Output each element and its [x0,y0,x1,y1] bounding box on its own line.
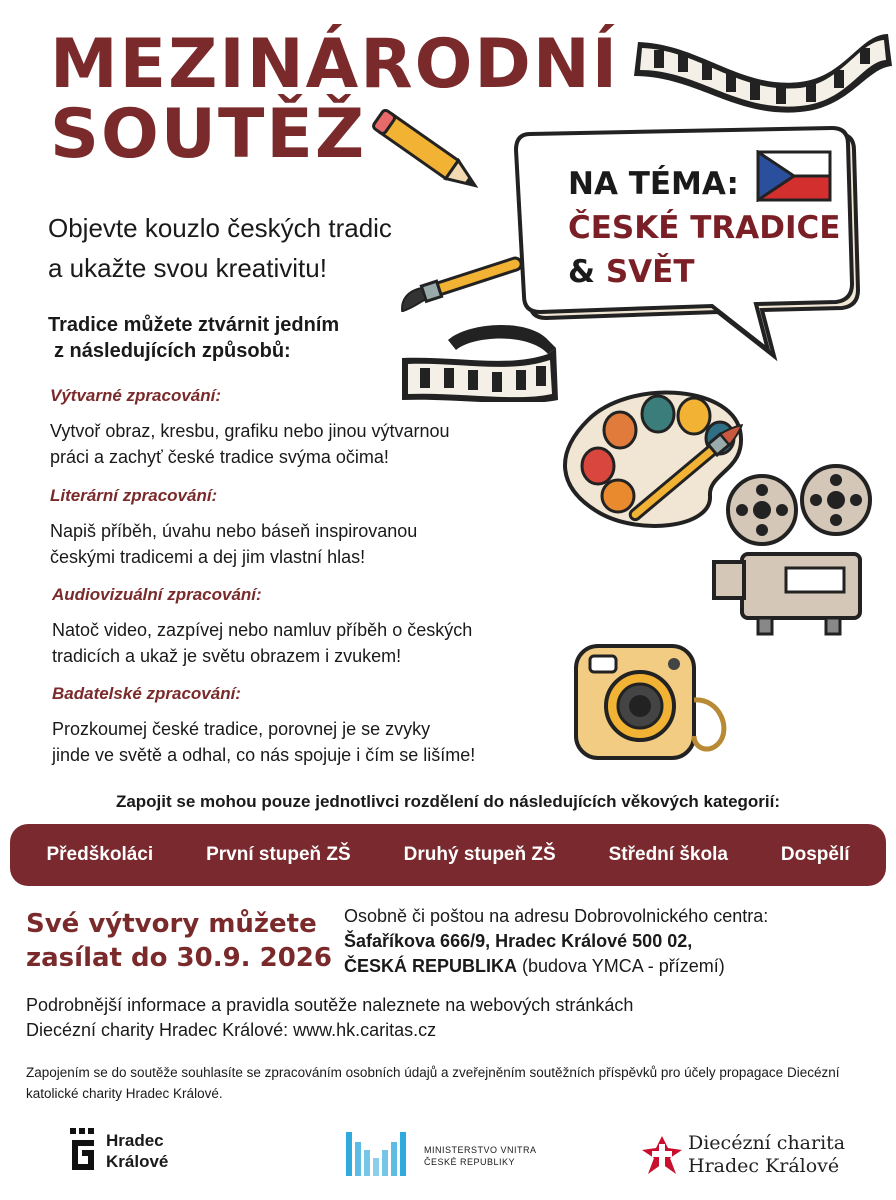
section-heading-literary: Literární zpracování: [50,486,218,505]
ministry-logo [344,1128,544,1180]
title-line-2: SOUTĚŽ [50,95,367,174]
section-text-visual [50,418,450,470]
theme-line-3: SVĚT [605,254,695,290]
deadline-line-2: zasílat do 30.9. 2026 [26,943,332,973]
category-primary-first: První stupeň ZŠ [206,844,351,865]
ministry-logo-line-2: ČESKÉ REPUBLIKY [424,1157,516,1167]
section-research-line-1: Prozkoumej české tradice, porovnej je se zvyky [52,719,431,739]
ways-heading-line-2: z následujících způsobů: [54,340,291,362]
theme-line-2: ČESKÉ TRADICE [568,210,841,246]
section-literary-line-2: českými tradicemi a dej jim vlastní hlas! [50,547,366,567]
address-building: (budova YMCA - přízemí) [517,956,725,976]
pencil-icon [366,106,496,206]
address-line-1: Osobně či poštou na adresu Dobrovolnického centra: [344,906,769,926]
ministry-emblem-icon [344,1128,414,1180]
section-visual-line-2: práci a zachyť české tradice svýma očima! [50,447,389,467]
address [344,904,768,979]
category-primary-second: Druhý stupeň ZŠ [403,844,556,865]
hradec-kralove-emblem-icon [68,1126,100,1176]
section-research-line-2: jinde ve světě a odhal, co nás spojuje i čím se lišíme! [52,745,476,765]
deadline [26,907,332,975]
hk-logo-line-2: Králové [106,1152,169,1171]
section-text-literary [50,518,417,570]
category-high-school: Střední škola [608,844,728,865]
paintbrush-icon [394,252,526,312]
section-heading-audiovisual: Audiovizuální zpracování: [52,585,262,604]
section-audiovisual-line-2: tradicích a ukaž je světu obrazem i zvukem! [52,646,402,666]
subtitle-line-1: Objevte kouzlo českých tradic [48,213,392,243]
film-reel-strip-icon [398,318,562,402]
theme-amp: & [568,254,606,290]
film-strip-icon [630,4,896,114]
charita-logo [640,1132,870,1182]
theme-label: NA TÉMA: [568,166,739,202]
categories-bar [10,824,886,886]
info-line-2: Diecézní charity Hradec Králové: www.hk.caritas.cz [26,1020,437,1040]
section-text-research [52,716,475,768]
categories-note: Zapojit se mohou pouze jednotlivci rozdělení do následujících věkových kategorií: [115,792,781,811]
section-heading-research: Badatelské zpracování: [52,684,241,703]
subtitle [48,208,392,288]
hk-logo-line-1: Hradec [106,1131,164,1150]
category-preschool: Předškoláci [46,844,154,865]
ways-heading [48,312,339,364]
charita-logo-line-1: Diecézní charita [688,1132,846,1154]
charita-logo-line-2: Hradec Králové [688,1155,840,1177]
deadline-line-1: Své výtvory můžete [26,909,317,939]
section-audiovisual-line-1: Natoč video, zazpívej nebo namluv příběh o českých [52,620,473,640]
info-line-1: Podrobnější informace a pravidla soutěže naleznete na webových stránkách [26,995,634,1015]
ministry-logo-line-1: MINISTERSTVO VNITRA [424,1145,537,1155]
address-line-2: Šafaříkova 666/9, Hradec Králové 500 02, [344,931,693,951]
hradec-kralove-logo [68,1126,198,1176]
section-text-audiovisual [52,617,472,669]
title-line-1: MEZINÁRODNÍ [50,25,620,104]
section-visual-line-1: Vytvoř obraz, kresbu, grafiku nebo jinou výtvarnou [50,421,450,441]
czech-flag-icon [756,150,832,202]
address-country: ČESKÁ REPUBLIKA [344,956,518,976]
consent-text: Zapojením se do soutěže souhlasíte se zpracováním osobních údajů a zveřejněním soutěžních příspěvků pro účely propagace Diecézní katolické charity Hradec Králové. [26,1065,840,1101]
ways-heading-line-1: Tradice můžete ztvárnit jedním [48,314,340,336]
section-literary-line-1: Napiš příběh, úvahu nebo báseň inspirovanou [50,521,418,541]
film-projector-icon [708,456,880,646]
charita-cross-icon [640,1134,684,1178]
section-heading-visual: Výtvarné zpracování: [50,386,222,405]
category-adults: Dospělí [780,844,850,865]
subtitle-line-2: a ukažte svou kreativitu! [48,253,327,283]
instant-camera-icon [570,640,734,768]
info-text [26,993,633,1043]
